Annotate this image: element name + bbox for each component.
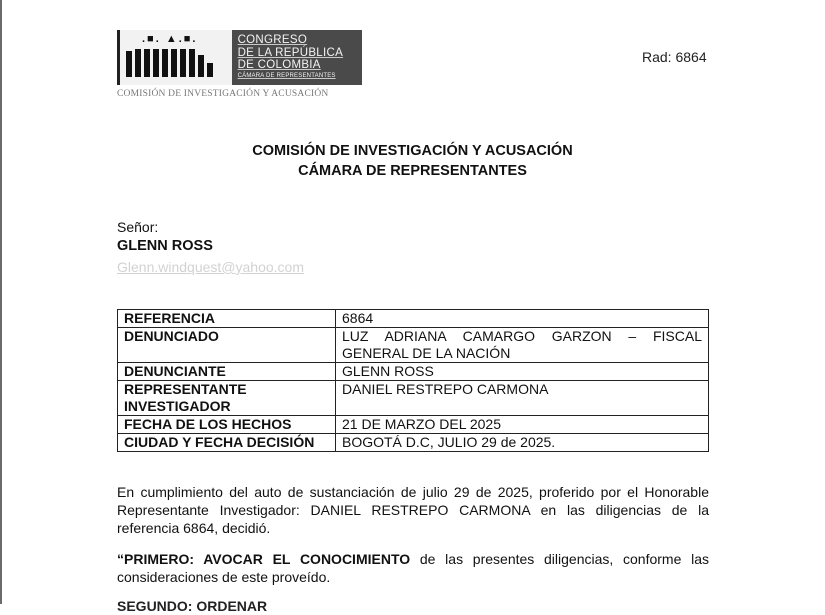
table-row	[118, 363, 709, 381]
logo-small-line: CÁMARA DE REPRESENTANTES	[237, 72, 336, 79]
addressee-email-link[interactable]: Glenn.windquest@yahoo.com	[117, 259, 304, 275]
row-label: CIUDAD Y FECHA DECISIÓN	[118, 434, 336, 452]
logo-line-3: DE COLOMBIA	[237, 59, 321, 71]
resolution-first-text: de las presentes diligencias, conforme las consideraciones de este proveído.	[117, 551, 709, 585]
salutation: Señor:	[117, 219, 159, 235]
body-paragraph: En cumplimiento del auto de sustanciación de julio 29 de 2025, proferido por el Honorable Representante Investigador: DANIEL RESTREPO CARMONA en las diligencias de la referencia 6864, decidió.	[117, 484, 709, 536]
row-label: REFERENCIA	[118, 310, 336, 328]
document-heading	[0, 141, 825, 181]
resolution-first-paragraph	[117, 550, 709, 586]
logo-caption: COMISIÓN DE INVESTIGACIÓN Y ACUSACIÓN	[117, 89, 329, 99]
reference-table	[117, 309, 709, 452]
table-row	[118, 328, 709, 363]
logo-wordmark	[232, 30, 362, 85]
logo-line-1: CONGRESO	[237, 34, 308, 46]
heading-line-1: COMISIÓN DE INVESTIGACIÓN Y ACUSACIÓN	[252, 143, 573, 159]
row-value: BOGOTÁ D.C, JULIO 29 de 2025.	[336, 434, 709, 452]
row-label: FECHA DE LOS HECHOS	[118, 416, 336, 434]
table-row	[118, 434, 709, 452]
capitol-building-icon: .■. ▲.■.	[117, 30, 232, 85]
resolution-second-partial: SEGUNDO: ORDENAR	[117, 598, 268, 614]
logo-line-2: DE LA REPÚBLICA	[237, 46, 344, 59]
row-label: REPRESENTANTE INVESTIGADOR	[118, 381, 336, 416]
row-value: LUZ ADRIANA CAMARGO GARZON – FISCAL GENERAL DE LA NACIÓN	[336, 328, 709, 363]
radicado-number: Rad: 6864	[642, 49, 707, 65]
row-value: 21 DE MARZO DEL 2025	[336, 416, 709, 434]
row-value: 6864	[336, 310, 709, 328]
row-label: DENUNCIADO	[118, 328, 336, 363]
row-value: DANIEL RESTREPO CARMONA	[336, 381, 709, 416]
row-label: DENUNCIANTE	[118, 363, 336, 381]
table-row	[118, 381, 709, 416]
page-left-border	[0, 0, 2, 604]
table-row	[118, 416, 709, 434]
addressee-name: GLENN ROSS	[117, 238, 213, 254]
table-row	[118, 310, 709, 328]
congress-logo	[117, 30, 362, 85]
resolution-first-bold: “PRIMERO: AVOCAR EL CONOCIMIENTO	[117, 551, 411, 567]
heading-line-2: CÁMARA DE REPRESENTANTES	[298, 163, 527, 179]
row-value: GLENN ROSS	[336, 363, 709, 381]
